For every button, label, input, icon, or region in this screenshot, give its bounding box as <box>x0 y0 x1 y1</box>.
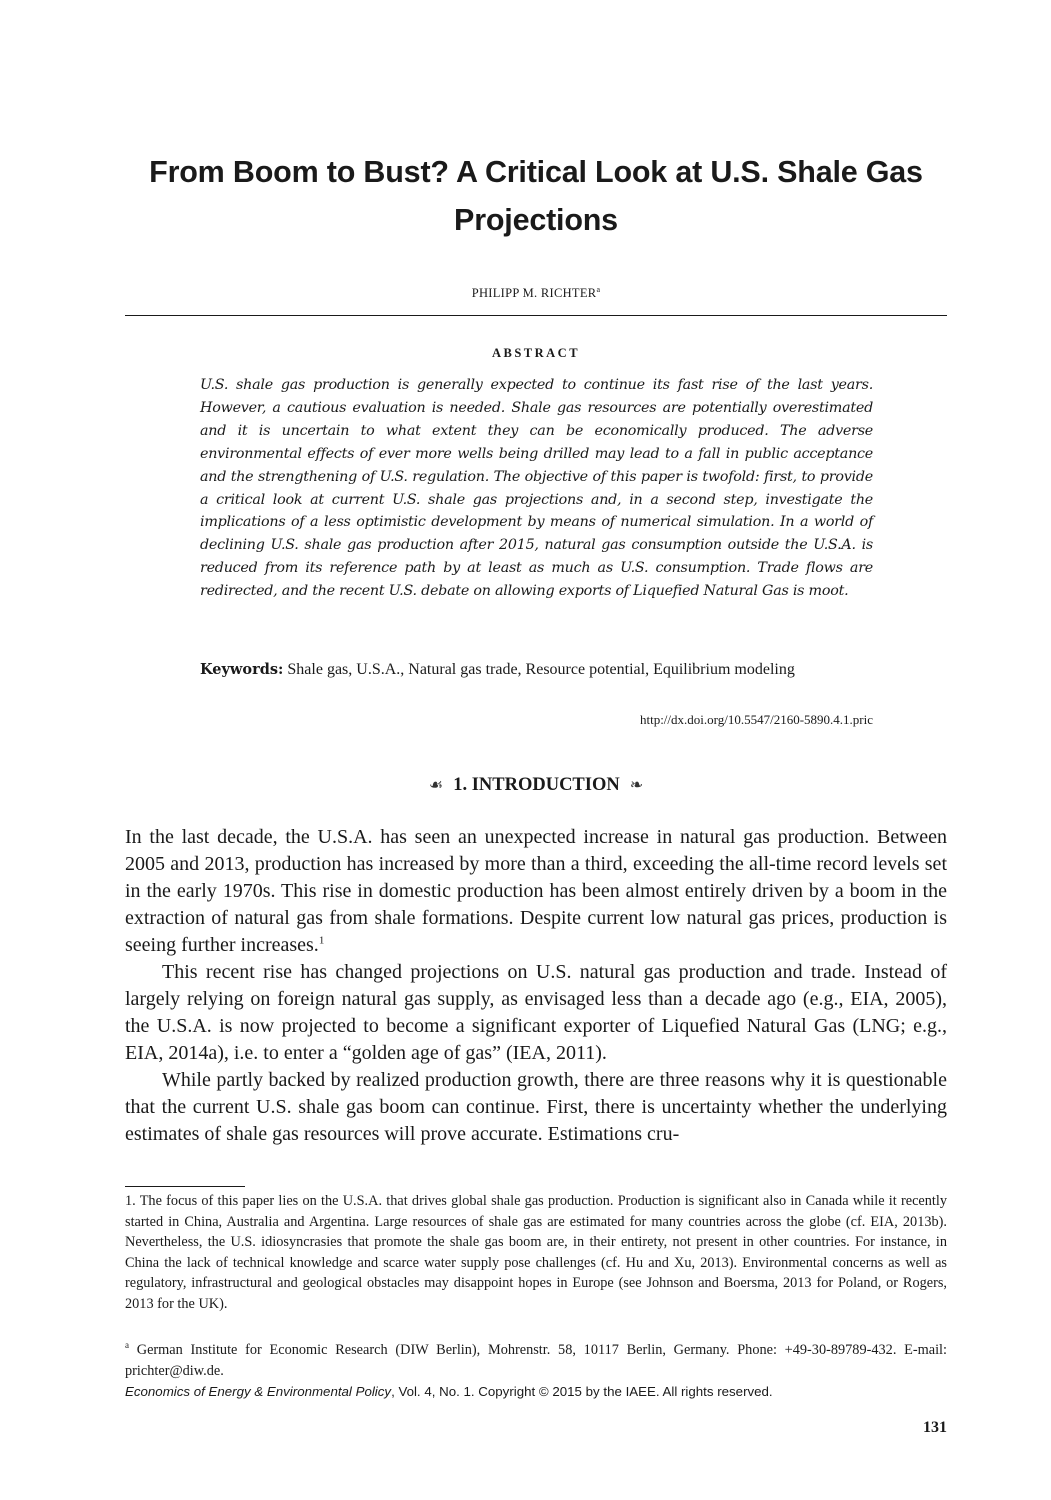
journal-name: Economics of Energy & Environmental Policy <box>125 1384 392 1399</box>
author-line <box>125 285 947 301</box>
affiliation-mark: a <box>125 1340 129 1350</box>
abstract-text: U.S. shale gas production is generally expected to continue its fast rise of the last years. However, a cautious evaluation is needed. Shale gas resources are potentially overestimated and it is uncertain to what extent they can be economically produced. The adverse environmental effects of ever more wells being drilled may lead to a fall in public acceptance and the strengthening of U.S. regulation. The objective of this paper is twofold: first, to provide a critical look at current U.S. shale gas projections and, in a second step, investigate the implications of a less optimistic development by means of numerical simulation. In a world of declining U.S. shale gas production after 2015, natural gas consumption outside the U.S.A. is reduced from its reference path by at least as much as U.S. consumption. Trade flows are redirected, and the recent U.S. debate on allowing exports of Liquefied Natural Gas is moot. <box>200 377 873 600</box>
author-affiliation-mark: a <box>596 285 601 294</box>
footnote-rule <box>125 1186 245 1187</box>
paragraph-1-text: In the last decade, the U.S.A. has seen an unexpected increase in natural gas production. Between 2005 and 2013, production has increased by more than a third, exceeding the all-time record levels set in the early 1970s. This rise in domestic production has been almost entirely driven by a boom in the extraction of natural gas from shale formations. Despite current low natural gas prices, production is seeing further increases. <box>125 826 947 956</box>
keywords-text: Shale gas, U.S.A., Natural gas trade, Resource potential, Equilibrium modeling <box>287 661 795 678</box>
abstract-heading: ABSTRACT <box>491 346 581 360</box>
ornament-left-icon: ☙ <box>428 777 444 794</box>
paragraph-1 <box>125 824 947 959</box>
ornament-right-icon: ❧ <box>629 777 644 794</box>
affiliation-text: German Institute for Economic Research (DIW Berlin), Mohrenstr. 58, 10117 Berlin, Germany. Phone: +49-30-89789-432. E-mail: prichter@diw.de. <box>125 1341 947 1379</box>
keywords-label: Keywords: <box>200 661 284 678</box>
title-rule <box>125 315 947 316</box>
author-name: PHILIPP M. RICHTER <box>471 286 597 301</box>
paragraph-3: While partly backed by realized production growth, there are three reasons why it is questionable that the current U.S. shale gas boom can continue. First, there is uncertainty whether the underlying estimates of shale gas resources will prove accurate. Estimations cru- <box>125 1069 947 1145</box>
paragraph-2: This recent rise has changed projections on U.S. natural gas production and trade. Instead of largely relying on foreign natural gas supply, as envisaged less than a decade ago (e.g., EIA, 2005), the U.S.A. is now projected to become a significant exporter of Liquefied Natural Gas (LNG; e.g., EIA, 2014a), i.e. to enter a “golden age of gas” (IEA, 2011). <box>125 961 947 1064</box>
journal-details: , Vol. 4, No. 1. Copyright © 2015 by the IAEE. All rights reserved. <box>391 1384 773 1399</box>
keywords <box>200 658 873 681</box>
page-number: 131 <box>923 1419 947 1436</box>
affiliation-note <box>125 1335 947 1382</box>
paper-title: From Boom to Bust? A Critical Look at U.S. Shale Gas Projections <box>149 155 923 237</box>
section-heading <box>125 775 947 796</box>
footnote-1: 1. The focus of this paper lies on the U.S.A. that drives global shale gas production. Production is significant also in Canada while it recently started in China, Australia and Argentina. Large resources of shale gas are estimated for many countries across the globe (cf. EIA, 2013b). Nevertheless, the U.S. idiosyncrasies that promote the shale gas boom are, in their entirety, not present in other countries. For instance, in China the lack of technical knowledge and scarce water supply pose challenges (cf. Hu and Xu, 2013). Environmental concerns as well as regulatory, infrastructural and geological obstacles may disappoint hopes in Europe (see Johnson and Boersma, 2013 for Poland, or Rogers, 2013 for the UK). <box>125 1193 947 1312</box>
journal-citation <box>125 1382 947 1402</box>
body-text <box>125 824 947 1148</box>
section-title: 1. INTRODUCTION <box>453 775 620 795</box>
doi-link[interactable]: http://dx.doi.org/10.5547/2160-5890.4.1.pric <box>639 712 873 727</box>
footnote-ref-1[interactable]: 1 <box>318 934 325 947</box>
